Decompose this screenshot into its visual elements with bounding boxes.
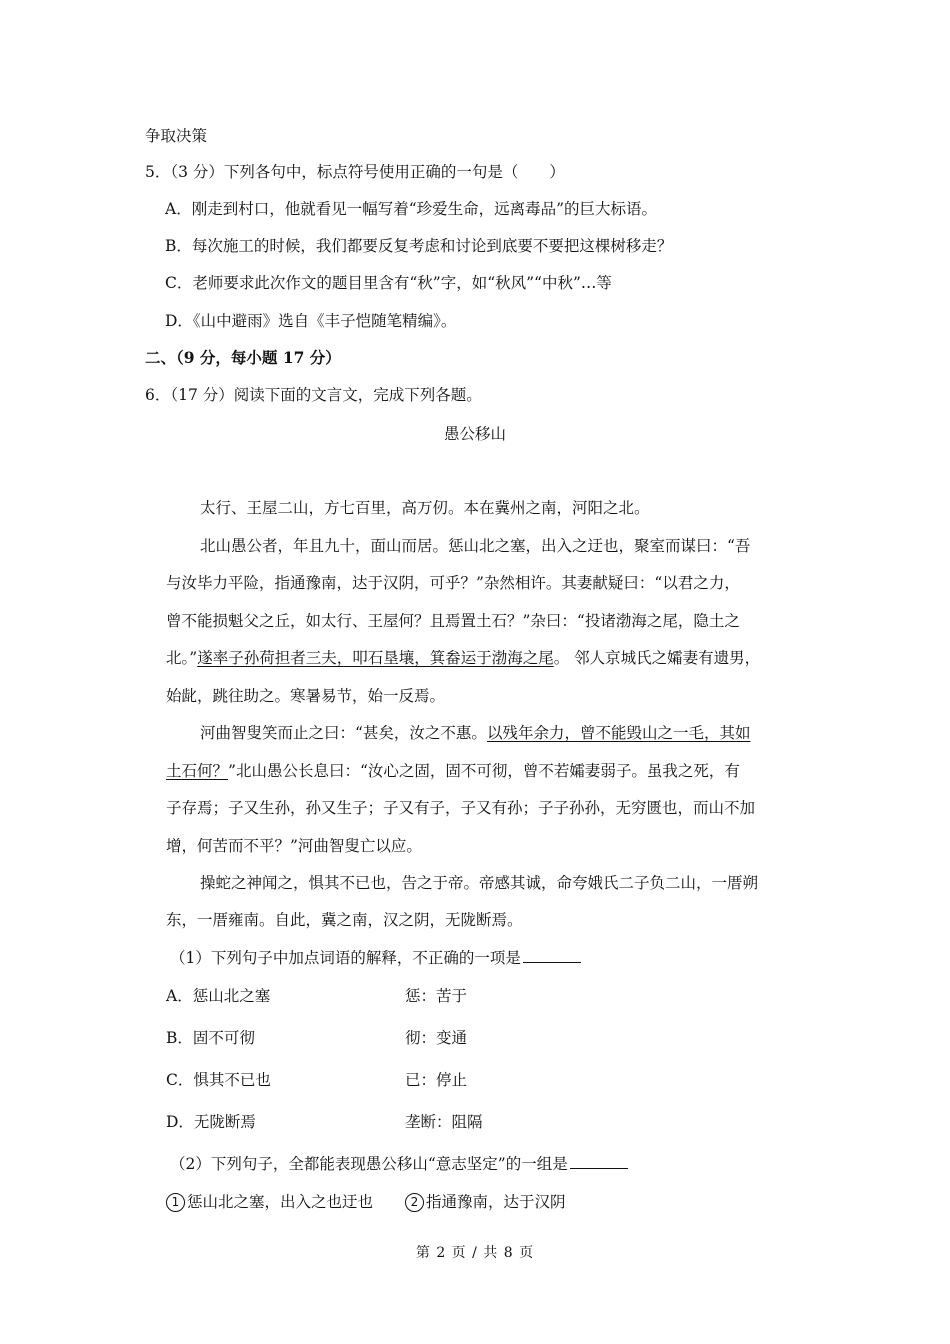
sub-question-1-stem: （1）下列句子中加点词语的解释，不正确的一项是: [170, 947, 581, 968]
passage-text: 北。”: [166, 649, 198, 667]
q5-option-a: A．刚走到村口，他就看见一幅写着“珍爱生命，远离毒品”的巨大标语。: [165, 200, 658, 218]
sub1-option-c-left: C．惧其不已也: [166, 1071, 271, 1089]
answer-blank: [523, 947, 581, 963]
sub1-option-b-left: B．固不可彻: [166, 1029, 255, 1047]
passage-line: 太行、王屋二山，方七百里，高万仞。本在冀州之南，河阳之北。: [200, 499, 650, 517]
passage-title: 愚公移山: [443, 425, 506, 443]
passage-line: 曾不能损魁父之丘，如太行、王屋何？且焉置土石？”杂曰：“投诸渤海之尾，隐土之: [166, 612, 740, 630]
passage-text: 。 邻人京城氏之孀妻有遗男，: [553, 649, 761, 667]
passage-line: 与汝毕力平险，指通豫南，达于汉阴，可乎？”杂然相许。其妻献疑曰：“以君之力，: [166, 574, 740, 592]
q5-option-d: D．《山中避雨》选自《丰子恺随笔精编》。: [165, 312, 457, 330]
circled-number: 2: [405, 1193, 424, 1212]
q5-option-c: C．老师要求此次作文的题目里含有“秋”字，如“秋风”“中秋”…等: [165, 274, 612, 292]
sub1-option-d-right: 垄断：阻隔: [405, 1113, 483, 1131]
passage-line: 始龀，跳往助之。寒暑易节，始一反焉。: [166, 687, 446, 705]
sub1-option-b-right: 彻：变通: [405, 1029, 468, 1047]
sub1-option-a-right: 惩：苦于: [405, 987, 468, 1005]
sub2-item: 2 指通豫南，达于汉阴: [405, 1192, 566, 1212]
underlined-sentence: 以残年余力，曾不能毁山之一毛，其如: [486, 724, 751, 742]
page-footer: 第 2 页 / 共 8 页: [415, 1245, 535, 1261]
underlined-sentence: 土石何？: [166, 762, 229, 780]
passage-line: [166, 761, 740, 781]
sub1-option-c-right: 已：停止: [405, 1071, 468, 1089]
passage-text: 河曲智叟笑而止之曰：“甚矣，汝之不惠。: [200, 724, 487, 742]
passage-line: [200, 723, 750, 743]
answer-blank: [570, 1153, 628, 1169]
passage-line: 东，一厝雍南。自此，冀之南，汉之阴，无陇断焉。: [166, 911, 523, 929]
section-2-heading: 二、（9 分，每小题 17 分）: [145, 348, 341, 367]
question-5-stem: 5．（3 分）下列各句中，标点符号使用正确的一句是（ ）: [145, 163, 565, 181]
sub-question-2-stem: （2）下列句子，全都能表现愚公移山“意志坚定”的一组是: [170, 1153, 628, 1174]
circled-number: 1: [166, 1193, 185, 1212]
sub2-item: 1 惩山北之塞，出入之也迂也: [166, 1192, 373, 1212]
passage-line: 操蛇之神闻之，惧其不已也，告之于帝。帝感其诚，命夸娥氏二子负二山，一厝朔: [200, 874, 759, 892]
passage-line: [166, 648, 760, 668]
q5-option-b: B．每次施工的时候，我们都要反复考虑和讨论到底要不要把这棵树移走？: [165, 237, 673, 255]
sub1-option-a-left: A．惩山北之塞: [166, 987, 271, 1005]
passage-text: ”北山愚公长息曰：“汝心之固，固不可彻，曾不若孀妻弱子。虽我之死，有: [228, 762, 740, 780]
top-fragment: 争取决策: [145, 127, 208, 145]
passage-line: 增，何苦而不平？”河曲智叟亡以应。: [166, 837, 422, 855]
passage-line: 北山愚公者，年且九十，面山而居。惩山北之塞，出入之迂也，聚室而谋曰：“吾: [200, 537, 751, 555]
sub1-option-d-left: D．无陇断焉: [166, 1113, 256, 1131]
passage-line: 子存焉；子又生孙，孙又生子；子又有子，子又有孙；子子孙孙，无穷匮也，而山不加: [166, 799, 756, 817]
underlined-sentence: 遂率子孙荷担者三夫，叩石垦壤，箕畚运于渤海之尾: [197, 649, 554, 667]
question-6-stem: 6．（17 分）阅读下面的文言文，完成下列各题。: [145, 386, 482, 404]
